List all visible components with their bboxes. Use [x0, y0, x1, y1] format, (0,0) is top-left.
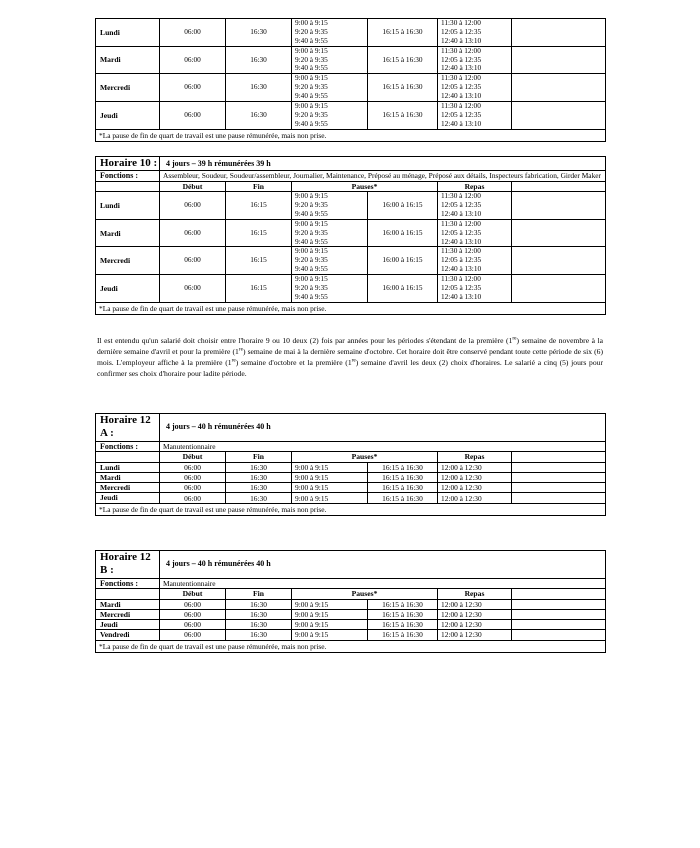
section-subtitle: 4 jours – 40 h rémunérées 40 h [160, 413, 606, 441]
table-row [96, 192, 606, 220]
row-repas: 12:00 à 12:30 [438, 493, 512, 503]
row-pauses-1 [292, 247, 368, 275]
row-debut: 06:00 [160, 462, 226, 472]
header-day [96, 589, 160, 599]
table-row [96, 630, 606, 640]
repas-time: 12:40 à 13:10 [441, 35, 482, 45]
table-row [96, 599, 606, 609]
row-day: Jeudi [96, 275, 160, 303]
row-pause-1: 9:00 à 9:15 [292, 620, 368, 630]
row-fin: 16:30 [226, 19, 292, 47]
row-day: Lundi [96, 462, 160, 472]
schedule-table-horaire-12a [95, 413, 606, 516]
row-pause-2: 16:15 à 16:30 [368, 599, 438, 609]
section-title-row [96, 413, 606, 441]
repas-time: 12:05 à 12:35 [441, 200, 482, 210]
pause-time: 9:20 à 9:35 [295, 283, 328, 293]
row-extra [512, 483, 606, 493]
repas-time: 12:05 à 12:35 [441, 255, 482, 265]
document-page [95, 18, 605, 653]
section-subtitle: 4 jours – 40 h rémunérées 40 h [160, 550, 606, 578]
repas-time: 11:30 à 12:00 [441, 274, 481, 284]
row-pause-2: 16:15 à 16:30 [368, 493, 438, 503]
row-debut: 06:00 [160, 483, 226, 493]
fonctions-text: Assembleur, Soudeur, Soudeur/assembleur, Journalier, Maintenance, Préposé au ménage, Préposé aux détails, Inspecteurs fabrication, Girder Maker [160, 171, 606, 182]
row-fin: 16:30 [226, 483, 292, 493]
spacer [95, 516, 605, 536]
pause-time: 9:40 à 9:55 [295, 264, 328, 274]
row-fin: 16:30 [226, 630, 292, 640]
section-title-row [96, 156, 606, 170]
pause-time: 9:00 à 9:15 [295, 191, 328, 201]
row-pause-1: 9:00 à 9:15 [292, 472, 368, 482]
repas-time: 12:40 à 13:10 [441, 208, 482, 218]
row-pauses-1 [292, 19, 368, 47]
row-fin: 16:15 [226, 192, 292, 220]
row-extra [512, 493, 606, 503]
row-repas: 12:00 à 12:30 [438, 483, 512, 493]
row-day: Vendredi [96, 630, 160, 640]
row-debut: 06:00 [160, 472, 226, 482]
fonctions-text: Manutentionnaire [160, 578, 606, 589]
repas-time: 11:30 à 12:00 [441, 45, 481, 55]
header-extra [512, 452, 606, 462]
table-row [96, 102, 606, 130]
repas-time: 12:40 à 13:10 [441, 291, 482, 301]
row-pause-1: 9:00 à 9:15 [292, 630, 368, 640]
row-pauses-2: 16:00 à 16:15 [368, 192, 438, 220]
row-debut: 06:00 [160, 609, 226, 619]
repas-time: 12:05 à 12:35 [441, 283, 482, 293]
fonctions-label: Fonctions : [96, 441, 160, 452]
row-fin: 16:15 [226, 219, 292, 247]
row-fin: 16:30 [226, 472, 292, 482]
header-debut: Début [160, 181, 226, 191]
repas-time: 12:05 à 12:35 [441, 227, 482, 237]
table-note-row [96, 302, 606, 314]
spacer [95, 399, 605, 413]
row-extra [512, 609, 606, 619]
row-extra [512, 102, 606, 130]
row-day: Mardi [96, 599, 160, 609]
repas-time: 11:30 à 12:00 [441, 101, 481, 111]
row-pause-2: 16:15 à 16:30 [368, 620, 438, 630]
row-pause-2: 16:15 à 16:30 [368, 630, 438, 640]
header-extra [512, 181, 606, 191]
table-note-row [96, 640, 606, 652]
pause-time: 9:00 à 9:15 [295, 274, 328, 284]
pause-time: 9:40 à 9:55 [295, 291, 328, 301]
section-title: Horaire 12 B : [96, 550, 160, 578]
row-day: Jeudi [96, 102, 160, 130]
pause-time: 9:20 à 9:35 [295, 109, 328, 119]
paragraph-block [95, 335, 605, 379]
row-extra [512, 19, 606, 47]
repas-time: 11:30 à 12:00 [441, 73, 481, 83]
row-debut: 06:00 [160, 493, 226, 503]
row-fin: 16:30 [226, 462, 292, 472]
row-repas: 12:00 à 12:30 [438, 599, 512, 609]
pause-time: 9:40 à 9:55 [295, 208, 328, 218]
row-extra [512, 630, 606, 640]
table-header-row [96, 589, 606, 599]
repas-time: 12:05 à 12:35 [441, 109, 482, 119]
pause-time: 9:00 à 9:15 [295, 246, 328, 256]
row-pauses-2: 16:00 à 16:15 [368, 219, 438, 247]
row-extra [512, 219, 606, 247]
row-fin: 16:30 [226, 599, 292, 609]
row-repas [438, 219, 512, 247]
row-pause-1: 9:00 à 9:15 [292, 493, 368, 503]
table-row [96, 620, 606, 630]
row-pauses-2: 16:00 à 16:15 [368, 275, 438, 303]
row-pauses-1 [292, 219, 368, 247]
header-day [96, 181, 160, 191]
row-debut: 06:00 [160, 46, 226, 74]
repas-time: 12:40 à 13:10 [441, 63, 482, 73]
header-debut: Début [160, 589, 226, 599]
paragraph-row [95, 335, 605, 379]
row-repas: 12:00 à 12:30 [438, 609, 512, 619]
pause-note: *La pause de fin de quart de travail est une pause rémunérée, mais non prise. [96, 302, 606, 314]
repas-time: 12:40 à 13:10 [441, 91, 482, 101]
table-row [96, 472, 606, 482]
row-repas: 12:00 à 12:30 [438, 462, 512, 472]
repas-time: 12:05 à 12:35 [441, 26, 482, 36]
row-repas [438, 275, 512, 303]
row-pauses-2: 16:15 à 16:30 [368, 102, 438, 130]
header-debut: Début [160, 452, 226, 462]
row-repas [438, 192, 512, 220]
row-pauses-2: 16:15 à 16:30 [368, 74, 438, 102]
pause-time: 9:00 à 9:15 [295, 18, 328, 27]
row-fin: 16:30 [226, 74, 292, 102]
row-extra [512, 472, 606, 482]
pause-time: 9:40 à 9:55 [295, 91, 328, 101]
repas-time: 12:40 à 13:10 [441, 264, 482, 274]
table-header-row [96, 452, 606, 462]
row-repas [438, 247, 512, 275]
row-pause-2: 16:15 à 16:30 [368, 609, 438, 619]
row-extra [512, 275, 606, 303]
header-pauses: Pauses* [292, 181, 438, 191]
row-extra [512, 599, 606, 609]
header-repas: Repas [438, 452, 512, 462]
row-day: Mardi [96, 472, 160, 482]
row-repas: 12:00 à 12:30 [438, 472, 512, 482]
table-note-row [96, 129, 606, 141]
row-pause-1: 9:00 à 9:15 [292, 462, 368, 472]
row-repas: 12:00 à 12:30 [438, 630, 512, 640]
table-row [96, 493, 606, 503]
table-row [96, 19, 606, 47]
pause-time: 9:40 à 9:55 [295, 118, 328, 128]
row-extra [512, 462, 606, 472]
row-day: Mardi [96, 219, 160, 247]
row-day: Lundi [96, 192, 160, 220]
repas-time: 11:30 à 12:00 [441, 18, 481, 27]
pause-time: 9:00 à 9:15 [295, 45, 328, 55]
header-extra [512, 589, 606, 599]
row-debut: 06:00 [160, 275, 226, 303]
header-fin: Fin [226, 589, 292, 599]
section-title: Horaire 10 : [96, 156, 160, 170]
row-debut: 06:00 [160, 630, 226, 640]
row-day: Mercredi [96, 609, 160, 619]
row-day: Mercredi [96, 247, 160, 275]
table-header-row [96, 181, 606, 191]
row-extra [512, 46, 606, 74]
row-repas: 12:00 à 12:30 [438, 620, 512, 630]
row-pauses-1 [292, 192, 368, 220]
header-pauses: Pauses* [292, 452, 438, 462]
pause-note: *La pause de fin de quart de travail est une pause rémunérée, mais non prise. [96, 503, 606, 515]
table-row [96, 275, 606, 303]
schedule-table-top [95, 18, 606, 142]
pause-time: 9:00 à 9:15 [295, 73, 328, 83]
schedule-table-horaire-10 [95, 156, 606, 315]
row-debut: 06:00 [160, 219, 226, 247]
pause-time: 9:40 à 9:55 [295, 236, 328, 246]
pause-note: *La pause de fin de quart de travail est une pause rémunérée, mais non prise. [96, 640, 606, 652]
spacer [95, 379, 605, 399]
row-debut: 06:00 [160, 74, 226, 102]
table-row [96, 247, 606, 275]
pause-time: 9:20 à 9:35 [295, 54, 328, 64]
fonctions-row [96, 171, 606, 182]
row-day: Mercredi [96, 74, 160, 102]
body-paragraph: Il est entendu qu'un salarié doit choisir entre l'horaire 9 ou 10 deux (2) fois par années pour les périodes s'étendant de la première (1re) semaine de novembre à la dernière semaine d'avril et pour la première (1re) semaine de mai à la dernière semaine d'octobre. Cet horaire doit être conservé pendant toute cette période de six (6) mois. L'employeur affiche à la première (1re) semaine d'octobre et la première (1re) semaine d'avril les deux (2) choix d'horaires. Le salarié a cinq (5) jours pour confirmer ses choix d'horaire pour ladite période. [97, 335, 603, 378]
spacer [95, 142, 605, 156]
pause-time: 9:20 à 9:35 [295, 255, 328, 265]
table-row [96, 462, 606, 472]
header-day [96, 452, 160, 462]
fonctions-row [96, 578, 606, 589]
header-pauses: Pauses* [292, 589, 438, 599]
section-title: Horaire 12 A : [96, 413, 160, 441]
row-pauses-2: 16:15 à 16:30 [368, 19, 438, 47]
fonctions-label: Fonctions : [96, 578, 160, 589]
pause-note: *La pause de fin de quart de travail est une pause rémunérée, mais non prise. [96, 129, 606, 141]
row-fin: 16:15 [226, 247, 292, 275]
table-row [96, 609, 606, 619]
header-fin: Fin [226, 181, 292, 191]
row-debut: 06:00 [160, 102, 226, 130]
pause-time: 9:20 à 9:35 [295, 227, 328, 237]
row-extra [512, 247, 606, 275]
row-extra [512, 192, 606, 220]
spacer [95, 315, 605, 335]
row-debut: 06:00 [160, 19, 226, 47]
spacer [95, 536, 605, 550]
repas-time: 12:05 à 12:35 [441, 82, 482, 92]
row-pause-1: 9:00 à 9:15 [292, 483, 368, 493]
header-repas: Repas [438, 589, 512, 599]
table-row [96, 219, 606, 247]
pause-time: 9:40 à 9:55 [295, 35, 328, 45]
row-repas [438, 102, 512, 130]
pause-time: 9:00 à 9:15 [295, 218, 328, 228]
row-fin: 16:30 [226, 102, 292, 130]
repas-time: 11:30 à 12:00 [441, 191, 481, 201]
repas-time: 11:30 à 12:00 [441, 246, 481, 256]
row-pause-1: 9:00 à 9:15 [292, 599, 368, 609]
section-title-row [96, 550, 606, 578]
table-row [96, 74, 606, 102]
row-extra [512, 74, 606, 102]
row-pause-2: 16:15 à 16:30 [368, 483, 438, 493]
row-fin: 16:30 [226, 609, 292, 619]
row-fin: 16:30 [226, 620, 292, 630]
row-debut: 06:00 [160, 599, 226, 609]
row-extra [512, 620, 606, 630]
row-repas [438, 46, 512, 74]
row-pauses-2: 16:00 à 16:15 [368, 247, 438, 275]
table-row [96, 483, 606, 493]
row-day: Lundi [96, 19, 160, 47]
header-repas: Repas [438, 181, 512, 191]
header-fin: Fin [226, 452, 292, 462]
pause-time: 9:40 à 9:55 [295, 63, 328, 73]
table-row [96, 46, 606, 74]
pause-time: 9:20 à 9:35 [295, 200, 328, 210]
row-pause-2: 16:15 à 16:30 [368, 462, 438, 472]
row-fin: 16:30 [226, 46, 292, 74]
row-debut: 06:00 [160, 620, 226, 630]
pause-time: 9:20 à 9:35 [295, 26, 328, 36]
row-pauses-1 [292, 46, 368, 74]
row-debut: 06:00 [160, 192, 226, 220]
schedule-table-horaire-12b [95, 550, 606, 653]
pause-time: 9:20 à 9:35 [295, 82, 328, 92]
row-pauses-1 [292, 102, 368, 130]
section-subtitle: 4 jours – 39 h rémunérées 39 h [160, 156, 606, 170]
row-repas [438, 74, 512, 102]
row-day: Jeudi [96, 493, 160, 503]
row-day: Jeudi [96, 620, 160, 630]
repas-time: 11:30 à 12:00 [441, 218, 481, 228]
row-fin: 16:30 [226, 493, 292, 503]
table-note-row [96, 503, 606, 515]
row-pauses-1 [292, 74, 368, 102]
row-day: Mercredi [96, 483, 160, 493]
pause-time: 9:00 à 9:15 [295, 101, 328, 111]
row-day: Mardi [96, 46, 160, 74]
row-pause-1: 9:00 à 9:15 [292, 609, 368, 619]
fonctions-row [96, 441, 606, 452]
row-debut: 06:00 [160, 247, 226, 275]
repas-time: 12:40 à 13:10 [441, 118, 482, 128]
row-pause-2: 16:15 à 16:30 [368, 472, 438, 482]
repas-time: 12:05 à 12:35 [441, 54, 482, 64]
row-pauses-2: 16:15 à 16:30 [368, 46, 438, 74]
row-fin: 16:15 [226, 275, 292, 303]
row-pauses-1 [292, 275, 368, 303]
fonctions-label: Fonctions : [96, 171, 160, 182]
repas-time: 12:40 à 13:10 [441, 236, 482, 246]
fonctions-text: Manutentionnaire [160, 441, 606, 452]
row-repas [438, 19, 512, 47]
